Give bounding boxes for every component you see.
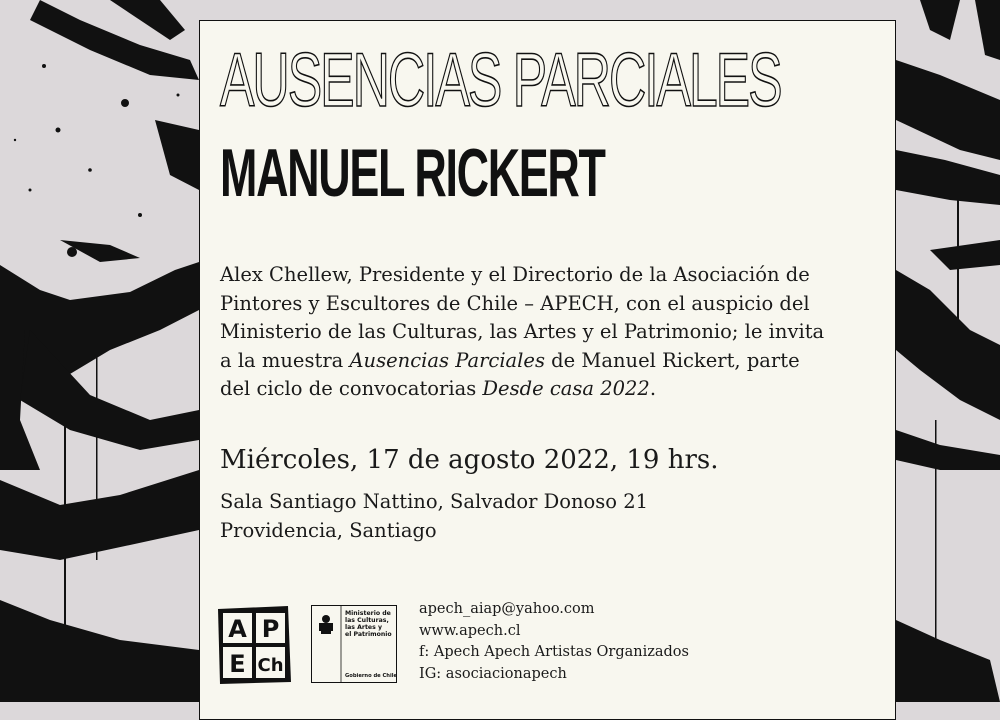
intro-line: Alex Chellew, Presidente y el Directorio de la Asociación de: [220, 263, 810, 286]
gobierno-de-chile-logo: [311, 605, 397, 683]
apech-letter: P: [261, 615, 280, 643]
gobierno-label: Gobierno de Chile: [345, 673, 397, 679]
artist-name: MANUEL RICKERT: [220, 135, 605, 211]
ministry-line: Ministerio de: [345, 610, 391, 617]
invitation-text: [220, 261, 880, 404]
ministry-line: las Culturas,: [345, 617, 389, 624]
facebook-handle: f: Apech Apech Artistas Organizados: [419, 644, 689, 660]
apech-letter: E: [229, 650, 246, 678]
apech-letter: A: [228, 615, 247, 643]
venue-line: Providencia, Santiago: [220, 519, 437, 542]
exhibition-title-italic: Ausencias Parciales: [349, 348, 545, 372]
intro-line: a la muestra Ausencias Parciales de Manuel Rickert, parte: [220, 348, 800, 372]
event-date: Miércoles, 17 de agosto 2022, 19 hrs.: [220, 445, 719, 475]
apech-letter: Ch: [257, 655, 284, 676]
exhibition-title: AUSENCIAS PARCIALES: [220, 38, 781, 123]
intro-line: Ministerio de las Culturas, las Artes y el Patrimonio; le invita: [220, 320, 825, 343]
venue-line: Sala Santiago Nattino, Salvador Donoso 21: [220, 490, 649, 513]
apech-logo: [216, 605, 292, 685]
email-link[interactable]: apech_aiap@yahoo.com: [419, 601, 595, 617]
website-link[interactable]: www.apech.cl: [419, 622, 521, 639]
ministry-line: las Artes y: [345, 624, 382, 631]
invitation-card: [199, 20, 896, 720]
intro-line: Pintores y Escultores de Chile – APECH, con el auspicio del: [220, 291, 810, 315]
instagram-handle: IG: asociacionapech: [419, 665, 567, 682]
ministry-line: el Patrimonio: [345, 631, 392, 638]
cycle-name-italic: Desde casa 2022: [482, 377, 650, 400]
intro-line: del ciclo de convocatorias Desde casa 2022.: [220, 377, 657, 400]
event-venue: [220, 487, 648, 545]
contact-info: [419, 599, 689, 685]
